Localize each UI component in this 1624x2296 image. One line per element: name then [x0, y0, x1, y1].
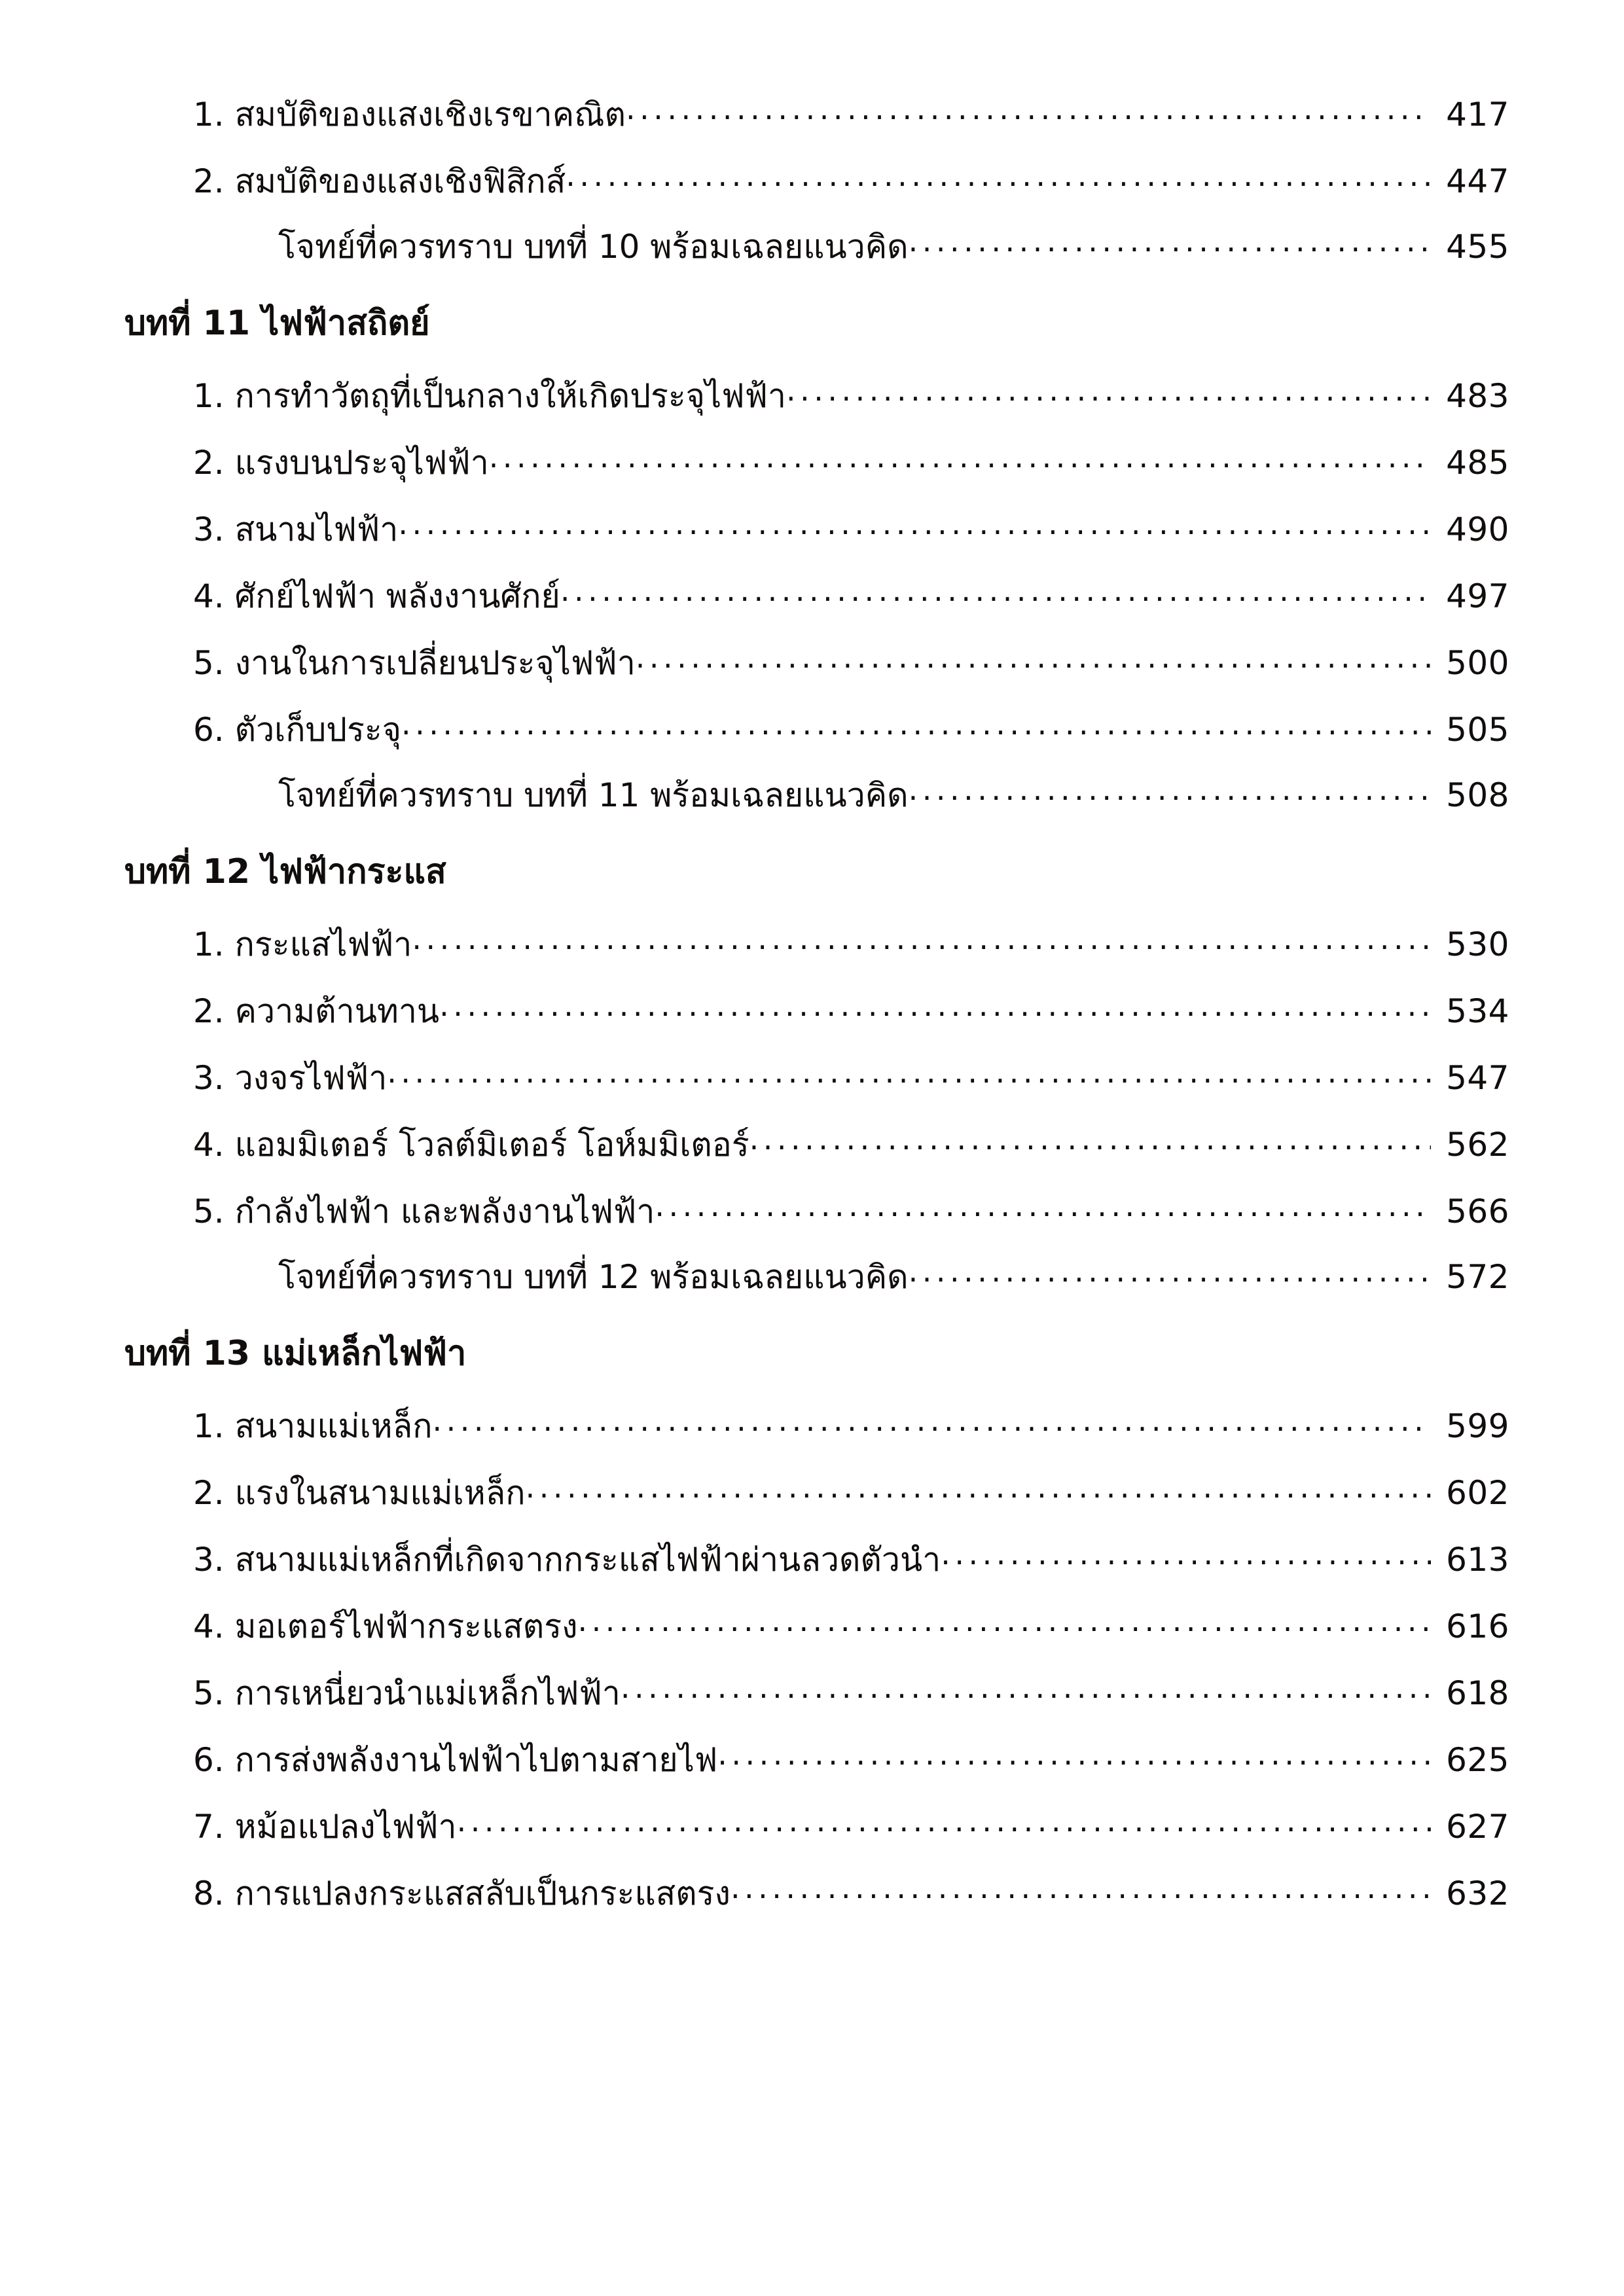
- toc-dot-leader: [636, 641, 1431, 674]
- toc-entry-label: โจทย์ที่ควรทราบ บทที่ 12 พร้อมเฉลยแนวคิด: [278, 1258, 909, 1296]
- toc-page-number: 572: [1446, 1258, 1509, 1296]
- toc-entry[interactable]: [124, 1590, 1509, 1657]
- toc-page-number: 599: [1446, 1407, 1509, 1445]
- toc-entry-label: 6. ตัวเก็บประจุ: [193, 711, 401, 749]
- toc-dot-leader: [749, 1123, 1431, 1156]
- toc-entry-label: 5. กำลังไฟฟ้า และพลังงานไฟฟ้า: [193, 1193, 655, 1230]
- toc-dot-leader: [655, 1190, 1431, 1223]
- toc-entry-label: 3. สนามไฟฟ้า: [193, 511, 399, 548]
- toc-page-number: 497: [1446, 577, 1509, 615]
- toc-dot-leader: [621, 1672, 1431, 1704]
- toc-entry-label: โจทย์ที่ควรทราบ บทที่ 11 พร้อมเฉลยแนวคิด: [278, 776, 909, 814]
- toc-entry-label: โจทย์ที่ควรทราบ บทที่ 10 พร้อมเฉลยแนวคิด: [278, 228, 909, 266]
- toc-chapter-heading[interactable]: [124, 825, 1509, 908]
- toc-page-number: 490: [1446, 511, 1509, 548]
- toc-dot-leader: [941, 1538, 1431, 1571]
- table-of-contents-list: [124, 79, 1509, 1924]
- toc-entry[interactable]: [124, 1657, 1509, 1724]
- toc-entry-label: 3. สนามแม่เหล็กที่เกิดจากกระแสไฟฟ้าผ่านลวดตัวนำ: [193, 1541, 941, 1579]
- toc-entry[interactable]: [124, 560, 1509, 627]
- toc-chapter-label: บทที่ 13 แม่เหล็กไฟฟ้า: [124, 1334, 467, 1373]
- toc-page-number: 530: [1446, 925, 1509, 963]
- toc-entry[interactable]: [124, 1390, 1509, 1457]
- toc-page-number: 547: [1446, 1059, 1509, 1097]
- toc-page-number: 447: [1446, 162, 1509, 200]
- toc-dot-leader: [578, 1605, 1431, 1638]
- toc-dot-leader: [560, 575, 1431, 607]
- toc-page-number: 534: [1446, 992, 1509, 1030]
- toc-page-number: 566: [1446, 1193, 1509, 1230]
- toc-page-number: 562: [1446, 1126, 1509, 1164]
- toc-chapter-label: บทที่ 12 ไฟฟ้ากระแส: [124, 852, 446, 891]
- toc-entry[interactable]: [124, 975, 1509, 1042]
- toc-entry[interactable]: [124, 360, 1509, 427]
- toc-entry-label: 8. การแปลงกระแสสลับเป็นกระแสตรง: [193, 1874, 731, 1912]
- toc-dot-leader: [717, 1738, 1431, 1771]
- toc-entry[interactable]: [124, 79, 1509, 145]
- toc-page-number: 625: [1446, 1741, 1509, 1779]
- toc-entry[interactable]: [124, 1175, 1509, 1242]
- toc-dot-leader: [398, 508, 1431, 541]
- toc-entry-label: 4. ศักย์ไฟฟ้า พลังงานศักย์: [193, 577, 560, 615]
- toc-entry-label: 1. สมบัติของแสงเชิงเรขาคณิต: [193, 96, 626, 134]
- toc-page-number: 500: [1446, 644, 1509, 682]
- toc-page-number: 485: [1446, 444, 1509, 482]
- toc-entry[interactable]: [124, 1042, 1509, 1109]
- toc-entry-label: 2. สมบัติของแสงเชิงฟิสิกส์: [193, 162, 566, 200]
- toc-dot-leader: [566, 160, 1431, 192]
- toc-entry-label: 4. แอมมิเตอร์ โวลต์มิเตอร์ โอห์มมิเตอร์: [193, 1126, 749, 1164]
- toc-entry-label: 4. มอเตอร์ไฟฟ้ากระแสตรง: [193, 1607, 578, 1645]
- toc-dot-leader: [909, 1255, 1431, 1288]
- toc-entry-label: 5. งานในการเปลี่ยนประจุไฟฟ้า: [193, 644, 636, 682]
- toc-dot-leader: [439, 990, 1431, 1022]
- toc-entry[interactable]: [124, 145, 1509, 212]
- toc-dot-leader: [909, 225, 1431, 258]
- toc-entry[interactable]: [124, 1724, 1509, 1791]
- toc-dot-leader: [786, 374, 1431, 407]
- toc-entry[interactable]: [124, 1791, 1509, 1857]
- toc-entry[interactable]: [124, 1457, 1509, 1524]
- toc-problems-entry[interactable]: [124, 1242, 1509, 1306]
- toc-page-number: 616: [1446, 1607, 1509, 1645]
- toc-dot-leader: [731, 1872, 1431, 1905]
- toc-entry[interactable]: [124, 908, 1509, 975]
- toc-chapter-heading[interactable]: [124, 276, 1509, 360]
- toc-entry[interactable]: [124, 1857, 1509, 1924]
- toc-entry-label: 1. การทำวัตถุที่เป็นกลางให้เกิดประจุไฟฟ้า: [193, 377, 787, 415]
- toc-page-number: 627: [1446, 1808, 1509, 1846]
- toc-page-number: 602: [1446, 1474, 1509, 1512]
- toc-entry[interactable]: [124, 1524, 1509, 1590]
- toc-entry-label: 1. สนามแม่เหล็ก: [193, 1407, 433, 1445]
- toc-dot-leader: [432, 1405, 1431, 1437]
- toc-page-number: 618: [1446, 1674, 1509, 1712]
- toc-dot-leader: [412, 923, 1431, 956]
- toc-dot-leader: [626, 93, 1431, 126]
- toc-problems-entry[interactable]: [124, 761, 1509, 825]
- toc-entry-label: 1. กระแสไฟฟ้า: [193, 925, 412, 963]
- toc-entry-label: 2. แรงบนประจุไฟฟ้า: [193, 444, 489, 482]
- toc-problems-entry[interactable]: [124, 212, 1509, 276]
- toc-page-number: 613: [1446, 1541, 1509, 1579]
- toc-page-number: 483: [1446, 377, 1509, 415]
- toc-chapter-heading[interactable]: [124, 1306, 1509, 1390]
- toc-entry-label: 3. วงจรไฟฟ้า: [193, 1059, 388, 1097]
- toc-page-number: 417: [1446, 96, 1509, 134]
- toc-page-number: 505: [1446, 711, 1509, 749]
- toc-entry-label: 5. การเหนี่ยวนำแม่เหล็กไฟฟ้า: [193, 1674, 621, 1712]
- toc-entry[interactable]: [124, 694, 1509, 761]
- toc-entry-label: 2. แรงในสนามแม่เหล็ก: [193, 1474, 526, 1512]
- toc-page-number: 508: [1446, 776, 1509, 814]
- toc-dot-leader: [387, 1056, 1431, 1089]
- toc-entry-label: 6. การส่งพลังงานไฟฟ้าไปตามสายไฟ: [193, 1741, 718, 1779]
- toc-dot-leader: [489, 441, 1431, 474]
- toc-entry[interactable]: [124, 427, 1509, 493]
- toc-dot-leader: [401, 708, 1431, 741]
- toc-entry[interactable]: [124, 493, 1509, 560]
- toc-entry[interactable]: [124, 627, 1509, 694]
- toc-page-number: 455: [1446, 228, 1509, 266]
- toc-dot-leader: [909, 774, 1431, 806]
- toc-dot-leader: [457, 1805, 1431, 1838]
- toc-chapter-label: บทที่ 11 ไฟฟ้าสถิตย์: [124, 304, 430, 343]
- toc-entry-label: 7. หม้อแปลงไฟฟ้า: [193, 1808, 457, 1846]
- toc-page-number: 632: [1446, 1874, 1509, 1912]
- toc-entry[interactable]: [124, 1109, 1509, 1175]
- toc-entry-label: 2. ความต้านทาน: [193, 992, 440, 1030]
- toc-dot-leader: [526, 1471, 1431, 1504]
